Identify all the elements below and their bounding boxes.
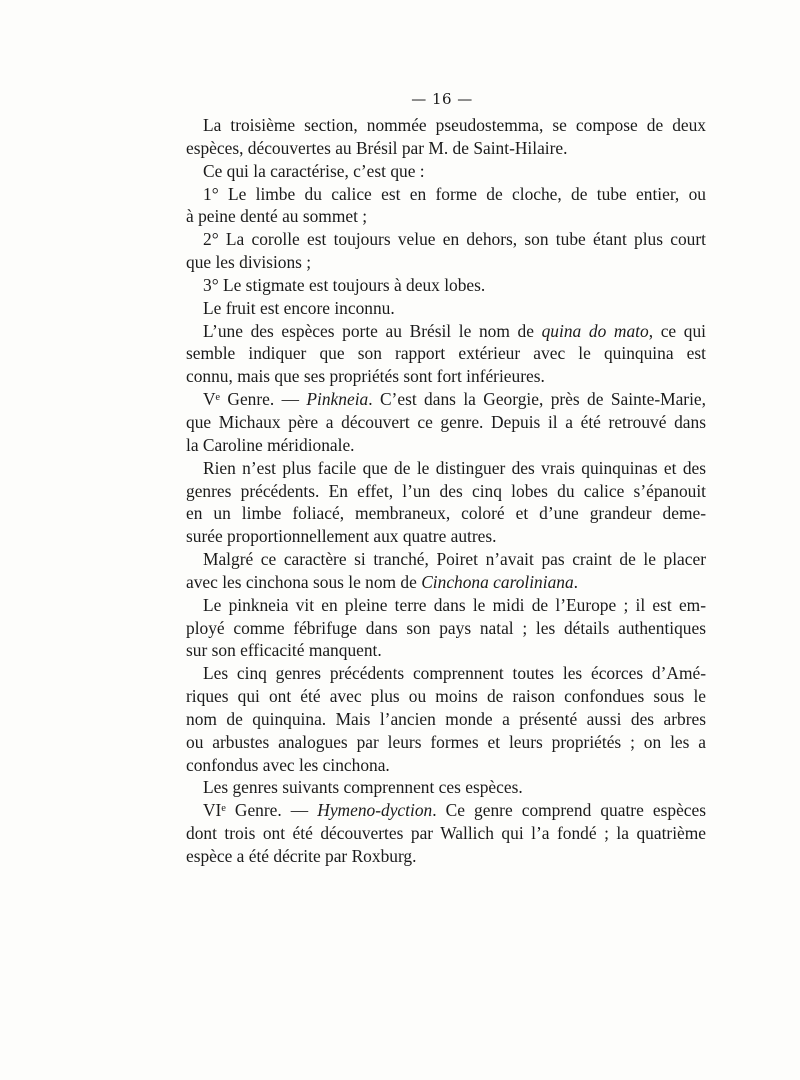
text-line: L’une des espèces porte au Brésil le nom de quina do mato, ce qui bbox=[203, 320, 707, 341]
paragraph bbox=[186, 776, 706, 799]
paragraph bbox=[186, 183, 706, 229]
text-line: dont trois ont été découvertes par Wallich qui l’a fondé ; la quatrième bbox=[186, 823, 706, 844]
text-line: confondus avec les cinchona. bbox=[186, 754, 390, 775]
text-line: semble indiquer que son rapport extérieur avec le quinquina est bbox=[186, 343, 706, 364]
text-line: 2° La corolle est toujours velue en dehors, son tube étant plus court bbox=[203, 229, 706, 250]
italic-term: Pinkneia bbox=[306, 389, 369, 410]
paragraph bbox=[186, 799, 706, 868]
text-line: la Caroline méridionale. bbox=[186, 434, 355, 455]
paragraph bbox=[186, 548, 706, 594]
text-line: que les divisions ; bbox=[186, 252, 312, 273]
paragraph bbox=[186, 297, 706, 320]
paragraph bbox=[186, 594, 706, 663]
italic-term: Cinchona caroliniana bbox=[421, 571, 574, 592]
text-line: avec les cinchona sous le nom de Cinchona caroliniana. bbox=[186, 571, 579, 592]
text-line: riques qui ont été avec plus ou moins de raison confondues sous le bbox=[186, 686, 706, 707]
text-line: genres précédents. En effet, l’un des cinq lobes du calice s’épanouit bbox=[186, 480, 706, 501]
text-line: connu, mais que ses propriétés sont fort inférieures. bbox=[186, 366, 545, 387]
body-text bbox=[186, 114, 706, 868]
italic-term: quina do mato bbox=[541, 320, 649, 341]
text-line: Les cinq genres précédents comprennent toutes les écorces d’Amé- bbox=[203, 663, 706, 684]
text-line: 1° Le limbe du calice est en forme de cloche, de tube entier, ou bbox=[203, 183, 706, 204]
text-line: 3° Le stigmate est toujours à deux lobes. bbox=[203, 274, 486, 295]
text-line: Le fruit est encore inconnu. bbox=[203, 297, 395, 318]
text-line: que Michaux père a découvert ce genre. Depuis il a été retrouvé dans bbox=[186, 411, 706, 432]
text-line: VIᵉ Genre. — Hymeno-dyction. Ce genre comprend quatre espèces bbox=[203, 800, 706, 821]
text-line: Ce qui la caractérise, c’est que : bbox=[203, 160, 425, 181]
paragraph bbox=[186, 457, 706, 548]
paragraph bbox=[186, 320, 706, 389]
text-line: à peine denté au sommet ; bbox=[186, 206, 368, 227]
paragraph bbox=[186, 388, 706, 457]
text-line: ou arbustes analogues par leurs formes et leurs propriétés ; on les a bbox=[186, 731, 706, 752]
text-line: Rien n’est plus facile que de le distinguer des vrais quinquinas et des bbox=[203, 457, 706, 478]
italic-term: Hymeno-dyction bbox=[317, 800, 433, 821]
text-line: sur son efficacité manquent. bbox=[186, 640, 382, 661]
paragraph bbox=[186, 228, 706, 274]
paragraph bbox=[186, 160, 706, 183]
paragraph bbox=[186, 114, 706, 160]
text-line: Vᵉ Genre. — Pinkneia. C’est dans la Georgie, près de Sainte-Marie, bbox=[203, 389, 706, 410]
text-line: ployé comme fébrifuge dans son pays natal ; les détails authentiques bbox=[186, 617, 706, 638]
text-line: en un limbe foliacé, membraneux, coloré et d’une grandeur deme- bbox=[186, 503, 706, 524]
text-line: La troisième section, nommée pseudostemma, se compose de deux bbox=[203, 115, 706, 135]
text-line: Les genres suivants comprennent ces espèces. bbox=[203, 777, 523, 798]
page-number: — 16 — bbox=[411, 90, 473, 108]
text-line: espèce a été décrite par Roxburg. bbox=[186, 846, 417, 866]
text-line: Le pinkneia vit en pleine terre dans le midi de l’Europe ; il est em- bbox=[203, 594, 706, 615]
text-line: espèces, découvertes au Brésil par M. de Saint-Hilaire. bbox=[186, 137, 568, 158]
text-line: Malgré ce caractère si tranché, Poiret n’avait pas craint de le placer bbox=[203, 549, 706, 570]
paragraph bbox=[186, 662, 706, 776]
paragraph bbox=[186, 274, 706, 297]
text-line: nom de quinquina. Mais l’ancien monde a présenté aussi des arbres bbox=[186, 708, 706, 729]
text-line: surée proportionnellement aux quatre autres. bbox=[186, 526, 497, 547]
